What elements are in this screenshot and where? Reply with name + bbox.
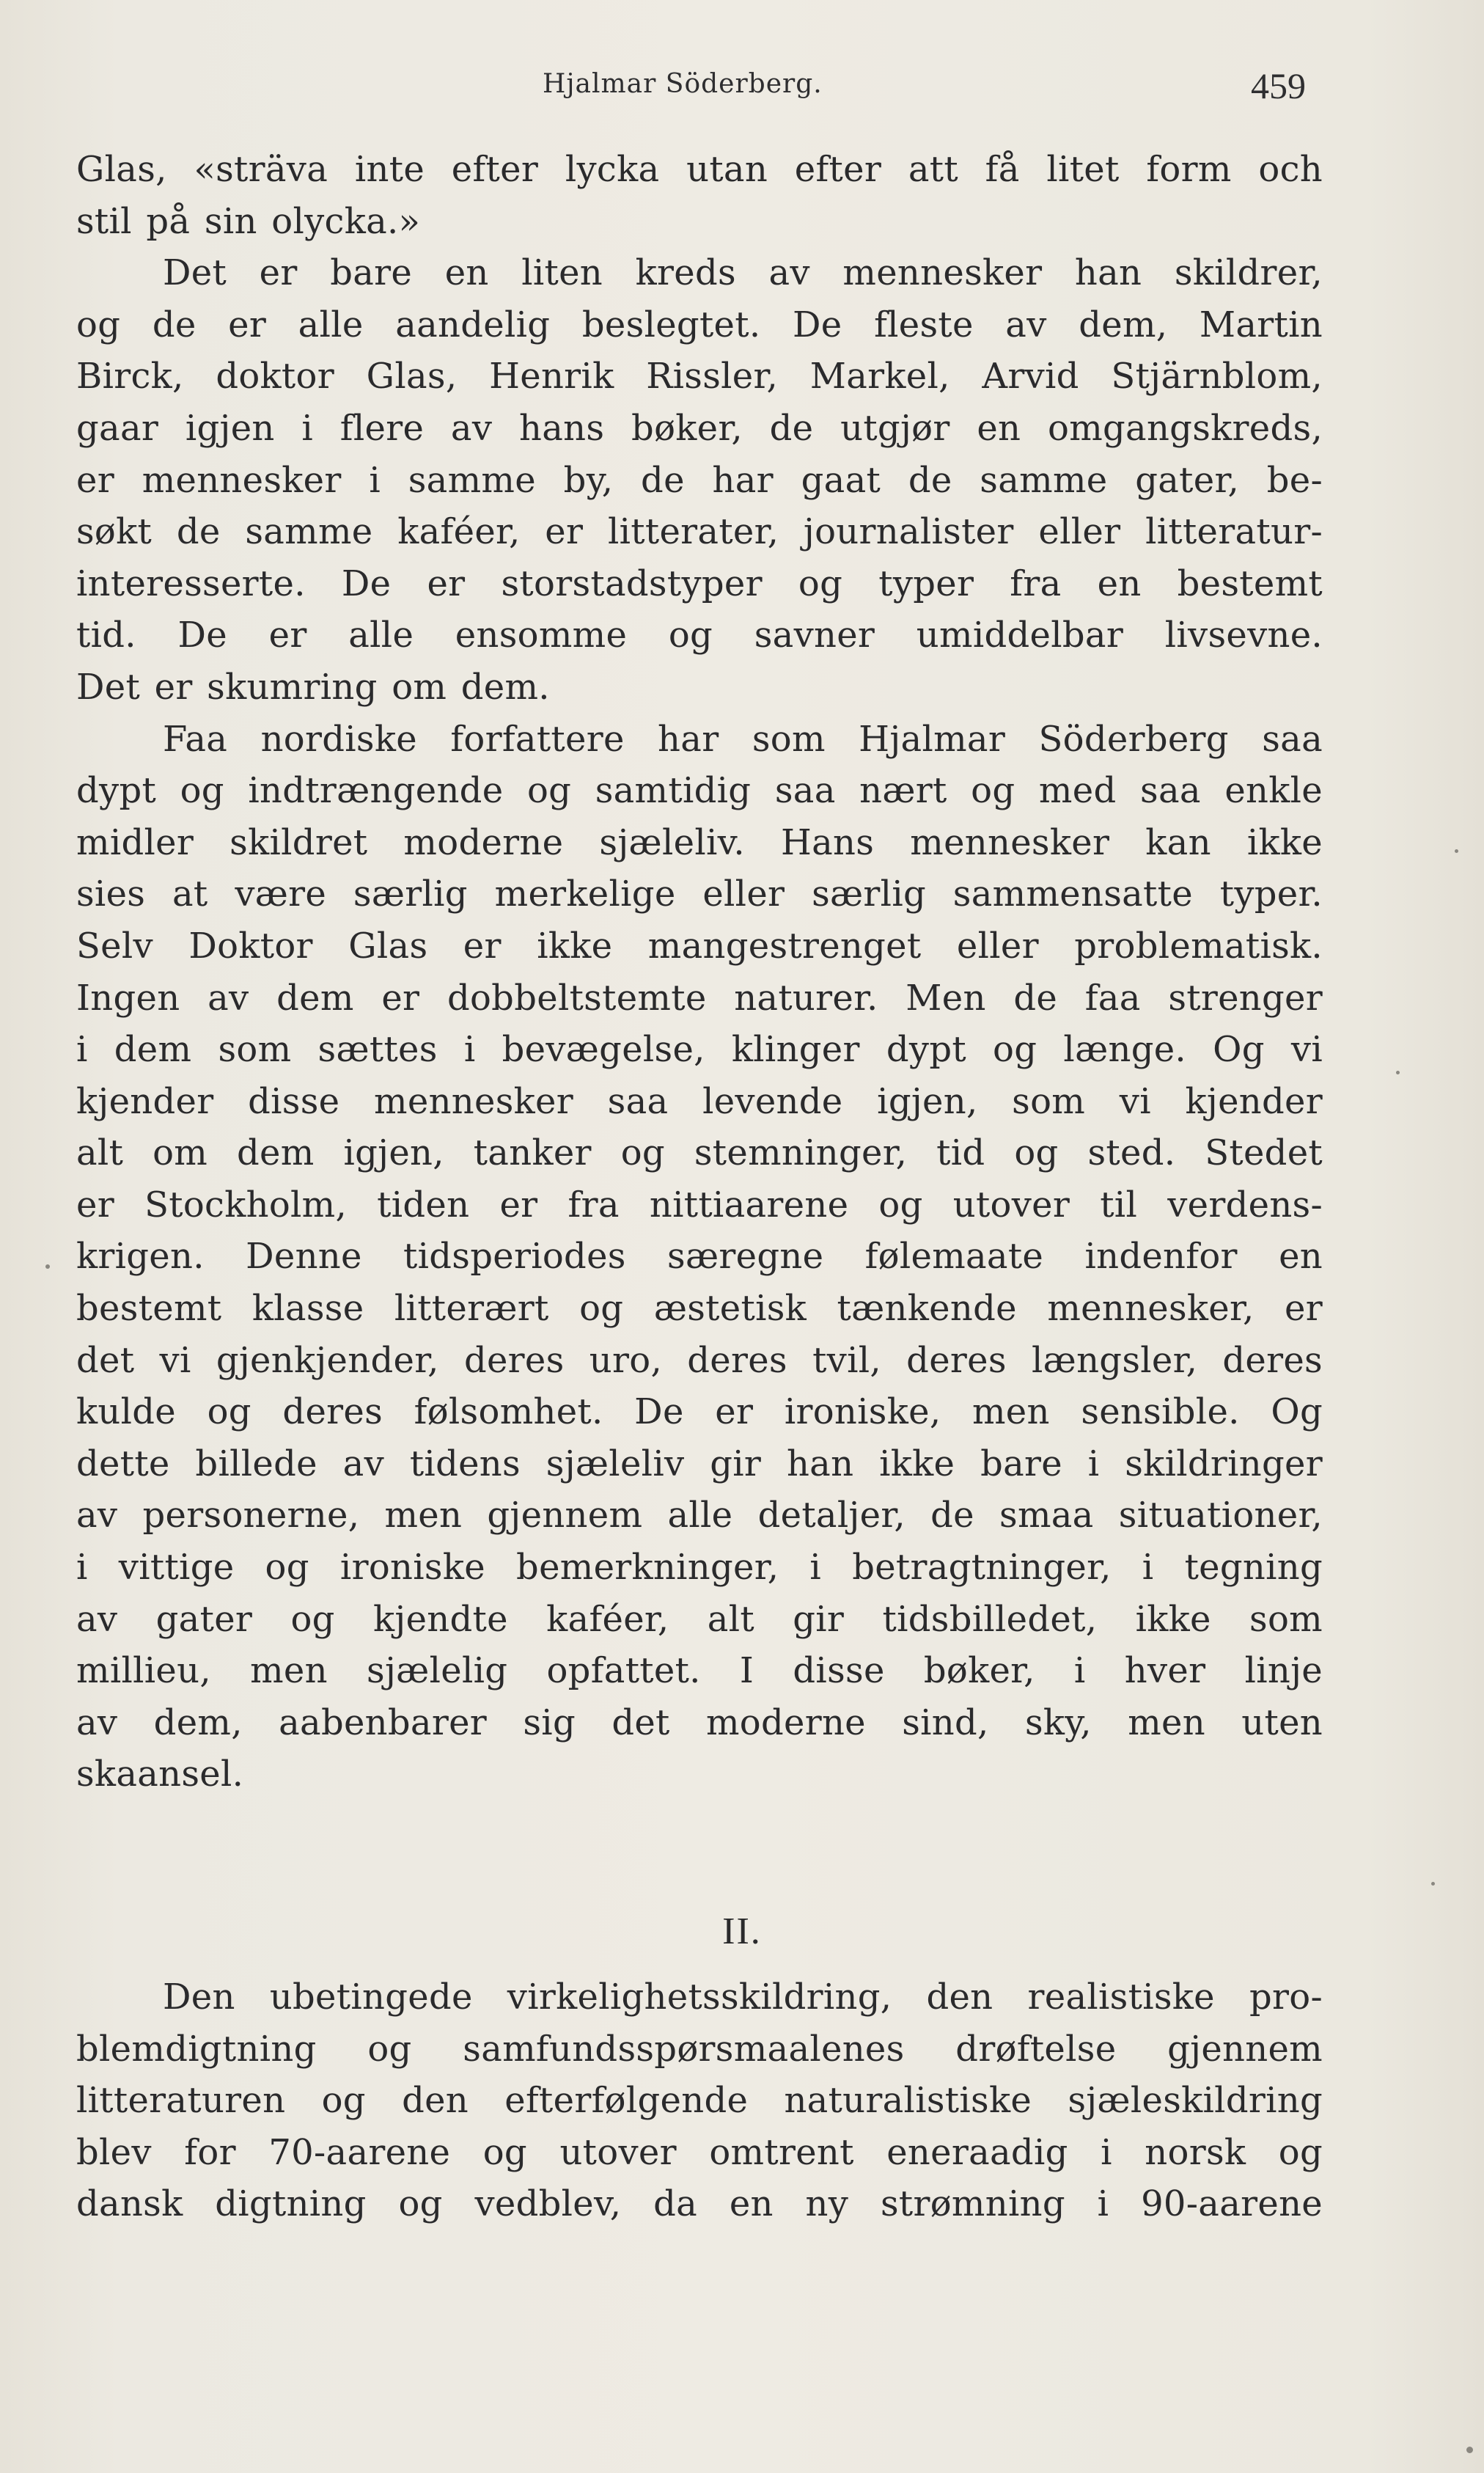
text-line: blev for 70-aarene og utover omtrent eneraadig i norsk og (76, 2131, 1323, 2173)
text-line: av gater og kjendte kaféer, alt gir tidsbilledet, ikke som (76, 1598, 1323, 1640)
text-line: skaansel. (76, 1754, 244, 1795)
text-line: millieu, men sjælelig opfattet. I disse bøker, i hver linje (76, 1650, 1323, 1692)
text-line: er Stockholm, tiden er fra nittiaarene og utover til verdens- (76, 1184, 1323, 1225)
text-line: av dem, aabenbarer sig det moderne sind, sky, men uten (76, 1701, 1323, 1743)
text-line: i dem som sættes i bevægelse, klinger dypt og længe. Og vi (76, 1029, 1323, 1071)
paper-speck (1466, 2447, 1473, 2453)
text-line: litteraturen og den efterfølgende naturalistiske sjæleskildring (76, 2080, 1323, 2122)
text-line: sies at være særlig merkelige eller særlig sammensatte typer. (76, 873, 1323, 915)
section-one-text (76, 144, 1323, 1800)
text-line: Den ubetingede virkelighetsskildring, den realistiske pro- (163, 1976, 1323, 2018)
text-line: stil på sin olycka.» (76, 200, 421, 242)
text-line: er mennesker i samme by, de har gaat de samme gater, be- (76, 459, 1323, 501)
running-head-title: Hjalmar Söderberg. (543, 69, 823, 99)
text-line: krigen. Denne tidsperiodes særegne følemaate indenfor en (76, 1236, 1323, 1278)
text-line: bestemt klasse litterært og æstetisk tænkende mennesker, er (76, 1288, 1323, 1330)
text-line: og de er alle aandelig beslegtet. De fleste av dem, Martin (76, 304, 1323, 345)
paper-speck (45, 1264, 50, 1269)
text-line: blemdigtning og samfundsspørsmaalenes drøftelse gjennem (76, 2028, 1323, 2070)
paper-speck (1396, 1071, 1400, 1074)
text-line: dansk digtning og vedblev, da en ny strømning i 90-aarene (76, 2183, 1323, 2225)
text-line: Faa nordiske forfattere har som Hjalmar Söderberg saa (163, 718, 1323, 760)
text-line: Birck, doktor Glas, Henrik Rissler, Markel, Arvid Stjärnblom, (76, 356, 1323, 397)
running-head (0, 65, 1484, 109)
text-line: Ingen av dem er dobbeltstemte naturer. Men de faa strenger (76, 977, 1323, 1019)
text-line: tid. De er alle ensomme og savner umiddelbar livsevne. (76, 615, 1323, 656)
text-line: Det er bare en liten kreds av mennesker han skildrer, (163, 252, 1323, 294)
page-number: 459 (1251, 65, 1306, 106)
text-line: kulde og deres følsomhet. De er ironiske, men sensible. Og (76, 1391, 1323, 1433)
section-heading: II. (722, 1910, 762, 1952)
text-line: interesserte. De er storstadstyper og typer fra en bestemt (76, 563, 1323, 604)
paper-speck (1431, 1882, 1435, 1886)
text-line: kjender disse mennesker saa levende igjen, som vi kjender (76, 1080, 1323, 1122)
text-line: i vittige og ironiske bemerkninger, i betragtninger, i tegning (76, 1547, 1323, 1589)
text-line: dypt og indtrængende og samtidig saa nært og med saa enkle (76, 770, 1323, 812)
text-line: gaar igjen i flere av hans bøker, de utgjør en omgangskreds, (76, 407, 1323, 449)
text-line: av personerne, men gjennem alle detaljer, de smaa situationer, (76, 1495, 1323, 1536)
text-line: Det er skumring om dem. (76, 666, 550, 708)
text-line: dette billede av tidens sjæleliv gir han ikke bare i skildringer (76, 1443, 1323, 1484)
paper-speck (1455, 849, 1458, 853)
text-line: alt om dem igjen, tanker og stemninger, tid og sted. Stedet (76, 1132, 1323, 1174)
text-line: midler skildret moderne sjæleliv. Hans mennesker kan ikke (76, 821, 1323, 863)
text-line: Selv Doktor Glas er ikke mangestrenget eller problematisk. (76, 925, 1323, 967)
section-two-text (76, 1971, 1323, 2230)
text-line: det vi gjenkjender, deres uro, deres tvil, deres længsler, deres (76, 1339, 1323, 1381)
text-line: Glas, «sträva inte efter lycka utan efter att få litet form och (76, 149, 1323, 190)
text-line: søkt de samme kaféer, er litterater, journalister eller litteratur- (76, 511, 1323, 553)
